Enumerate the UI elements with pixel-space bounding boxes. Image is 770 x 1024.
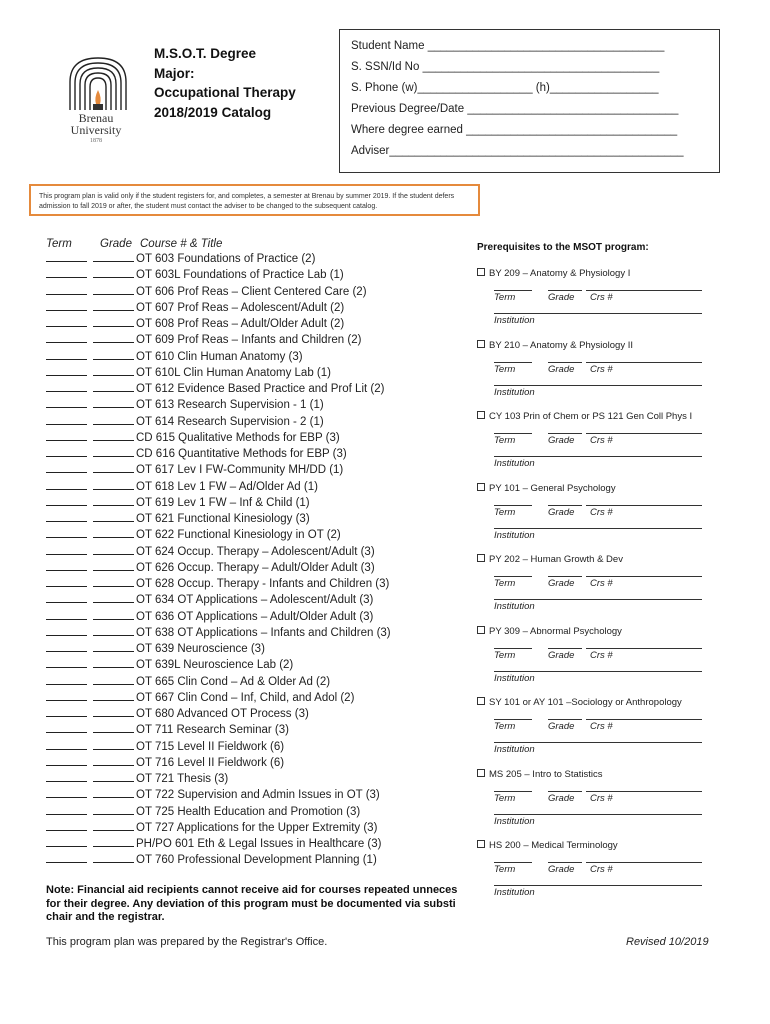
grade-blank[interactable] — [93, 854, 134, 863]
note-line-2: for their degree. Any deviation of this program must be documented via substi — [46, 897, 456, 910]
grade-label: Grade — [548, 435, 575, 446]
course-row — [46, 334, 361, 347]
course-title: OT 603L Foundations of Practice Lab (1) — [136, 269, 344, 282]
term-blank[interactable] — [46, 676, 87, 685]
checkbox[interactable] — [477, 483, 485, 491]
logo-name-line1: Brenau — [78, 111, 114, 125]
course-row — [46, 562, 375, 575]
course-title: OT 610 Clin Human Anatomy (3) — [136, 350, 303, 363]
term-label: Term — [494, 721, 516, 732]
title-line-2: Major: — [154, 65, 195, 81]
course-title: OT 624 Occup. Therapy – Adolescent/Adult (3) — [136, 545, 375, 558]
grade-label: Grade — [548, 363, 575, 375]
grade-blank[interactable] — [93, 741, 134, 750]
university-logo — [62, 52, 134, 152]
prereq-entry-fields — [494, 713, 704, 753]
grade-blank[interactable] — [93, 529, 134, 538]
course-row — [46, 838, 381, 851]
grade-column-header: Grade — [100, 238, 132, 250]
term-blank[interactable] — [46, 838, 87, 847]
course-row — [46, 611, 373, 624]
term-blank[interactable] — [46, 269, 87, 278]
grade-blank[interactable] — [93, 659, 134, 668]
term-line[interactable] — [494, 862, 532, 863]
prereq-course-label: CY 103 Prin of Chem or PS 121 Gen Coll Phys I — [489, 411, 693, 422]
course-row — [46, 692, 354, 705]
term-blank[interactable] — [46, 546, 87, 555]
prereq-entry-fields — [494, 356, 704, 396]
term-blank[interactable] — [46, 383, 87, 392]
course-row — [46, 286, 367, 299]
prereq-entry-fields — [494, 785, 704, 825]
term-blank[interactable] — [46, 708, 87, 717]
term-blank[interactable] — [46, 529, 87, 538]
institution-line[interactable] — [494, 814, 702, 815]
crs-line[interactable] — [586, 648, 702, 649]
course-title: OT 639L Neuroscience Lab (2) — [136, 659, 294, 672]
course-title: CD 616 Quantitative Methods for EBP (3) — [136, 448, 347, 460]
course-row — [46, 546, 375, 559]
course-row — [46, 416, 324, 429]
course-title: OT 722 Supervision and Admin Issues in OT (3) — [136, 789, 380, 802]
course-row — [46, 351, 303, 364]
grade-blank[interactable] — [93, 383, 134, 392]
checkbox[interactable] — [477, 626, 485, 634]
term-column-header: Term — [46, 238, 72, 250]
term-blank[interactable] — [46, 464, 87, 473]
crs-line[interactable] — [586, 433, 702, 434]
grade-blank[interactable] — [93, 562, 134, 571]
institution-line[interactable] — [494, 885, 702, 886]
course-row — [46, 302, 344, 315]
checkbox[interactable] — [477, 340, 485, 348]
course-row — [46, 448, 347, 461]
term-blank[interactable] — [46, 578, 87, 587]
course-title: OT 606 Prof Reas – Client Centered Care (2) — [136, 285, 367, 298]
prereq-course — [477, 268, 630, 279]
crs-label: Crs # — [590, 864, 613, 875]
institution-line[interactable] — [494, 456, 702, 457]
institution-label: Institution — [494, 601, 535, 612]
course-row — [46, 741, 284, 754]
institution-label: Institution — [494, 887, 535, 898]
term-line[interactable] — [494, 505, 532, 506]
institution-line[interactable] — [494, 313, 702, 314]
prereq-course — [477, 483, 616, 494]
crs-line[interactable] — [586, 719, 702, 720]
course-title: OT 619 Lev 1 FW – Inf & Child (1) — [136, 496, 310, 509]
course-title: OT 716 Level II Fieldwork (6) — [136, 756, 285, 769]
student-name-field[interactable]: Student Name _____________________________________ — [351, 40, 665, 52]
term-line[interactable] — [494, 290, 532, 291]
institution-label: Institution — [494, 386, 535, 398]
institution-line[interactable] — [494, 742, 702, 743]
crs-line[interactable] — [586, 576, 702, 577]
course-title: OT 639 Neuroscience (3) — [136, 643, 265, 655]
course-title: OT 617 Lev I FW-Community MH/DD (1) — [136, 464, 344, 477]
term-line[interactable] — [494, 433, 532, 434]
course-row — [46, 643, 265, 656]
term-blank[interactable] — [46, 253, 87, 262]
grade-line[interactable] — [548, 791, 582, 792]
course-title: CD 615 Qualitative Methods for EBP (3) — [136, 431, 340, 444]
crs-label: Crs # — [590, 506, 613, 518]
prereq-course-label: HS 200 – Medical Terminology — [489, 840, 618, 851]
course-row — [46, 806, 360, 819]
grade-blank[interactable] — [93, 806, 134, 815]
grade-blank[interactable] — [93, 302, 134, 311]
course-title: OT 715 Level II Fieldwork (6) — [136, 740, 285, 753]
prereq-course — [477, 697, 682, 708]
prereq-course-label: BY 210 – Anatomy & Physiology II — [489, 339, 633, 351]
term-blank[interactable] — [46, 448, 87, 457]
course-title: OT 622 Functional Kinesiology in OT (2) — [136, 529, 341, 542]
term-blank[interactable] — [46, 497, 87, 506]
grade-blank[interactable] — [93, 643, 134, 652]
course-row — [46, 513, 310, 526]
grade-line[interactable] — [548, 719, 582, 720]
course-title: OT 610L Clin Human Anatomy Lab (1) — [136, 366, 331, 379]
course-title: OT 603 Foundations of Practice (2) — [136, 253, 316, 265]
course-row — [46, 464, 343, 477]
course-row — [46, 383, 384, 396]
prereq-course — [477, 340, 633, 351]
term-label: Term — [494, 864, 516, 875]
title-line-1: M.S.O.T. Degree — [154, 46, 257, 61]
crs-label: Crs # — [590, 292, 613, 303]
grade-blank[interactable] — [93, 692, 134, 701]
term-blank[interactable] — [46, 611, 87, 620]
prereq-course-label: PY 309 – Abnormal Psychology — [489, 625, 622, 637]
grade-blank[interactable] — [93, 416, 134, 425]
course-title: OT 725 Health Education and Promotion (3) — [136, 805, 361, 818]
prereq-course-label: BY 209 – Anatomy & Physiology I — [489, 268, 631, 279]
institution-label: Institution — [494, 458, 535, 469]
grade-label: Grade — [548, 649, 575, 661]
grade-blank[interactable] — [93, 269, 134, 278]
crs-line[interactable] — [586, 862, 702, 863]
institution-line[interactable] — [494, 671, 702, 672]
checkbox[interactable] — [477, 268, 485, 276]
prereq-course-label: PY 202 – Human Growth & Dev — [489, 554, 623, 565]
institution-line[interactable] — [494, 528, 702, 529]
term-line[interactable] — [494, 791, 532, 792]
prereq-course — [477, 840, 618, 851]
term-blank[interactable] — [46, 367, 87, 376]
course-row — [46, 269, 344, 282]
grade-blank[interactable] — [93, 708, 134, 717]
term-blank[interactable] — [46, 643, 87, 652]
checkbox[interactable] — [477, 769, 485, 777]
term-blank[interactable] — [46, 854, 87, 863]
grade-blank[interactable] — [93, 497, 134, 506]
logo-name-line2: University — [70, 123, 122, 137]
prereq-course-label: SY 101 or AY 101 –Sociology or Anthropology — [489, 697, 682, 708]
term-blank[interactable] — [46, 741, 87, 750]
course-title: OT 721 Thesis (3) — [136, 773, 229, 785]
grade-label: Grade — [548, 292, 575, 303]
previous-degree-field[interactable]: Previous Degree/Date _________________________________ — [351, 103, 679, 115]
term-blank[interactable] — [46, 318, 87, 327]
grade-blank[interactable] — [93, 286, 134, 295]
grade-blank[interactable] — [93, 367, 134, 376]
term-line[interactable] — [494, 648, 532, 649]
grade-blank[interactable] — [93, 627, 134, 636]
prerequisites-title: Prerequisites to the MSOT program: — [477, 242, 649, 253]
grade-blank[interactable] — [93, 676, 134, 685]
grade-line[interactable] — [548, 290, 582, 291]
crs-line[interactable] — [586, 362, 702, 363]
course-row — [46, 529, 341, 542]
term-label: Term — [494, 792, 516, 804]
institution-label: Institution — [494, 672, 535, 684]
course-row — [46, 253, 315, 266]
term-label: Term — [494, 363, 516, 375]
document-title — [154, 44, 296, 122]
term-blank[interactable] — [46, 351, 87, 360]
logo-year: 1878 — [90, 138, 102, 144]
prereq-course — [477, 769, 603, 780]
grade-blank[interactable] — [93, 546, 134, 555]
term-blank[interactable] — [46, 432, 87, 441]
prereq-course — [477, 411, 692, 422]
crs-label: Crs # — [590, 435, 613, 446]
crs-line[interactable] — [586, 791, 702, 792]
checkbox[interactable] — [477, 411, 485, 419]
term-blank[interactable] — [46, 757, 87, 766]
term-blank[interactable] — [46, 692, 87, 701]
prereq-course — [477, 626, 622, 637]
course-list-header — [46, 238, 222, 250]
term-blank[interactable] — [46, 594, 87, 603]
prereq-entry-fields — [494, 427, 704, 467]
grade-blank[interactable] — [93, 822, 134, 831]
grade-label: Grade — [548, 721, 575, 732]
note-line-1: Note: Financial aid recipients cannot receive aid for courses repeated unneces — [46, 884, 458, 896]
grade-line[interactable] — [548, 862, 582, 863]
course-title: OT 618 Lev 1 FW – Ad/Older Ad (1) — [136, 480, 318, 493]
financial-aid-note — [46, 884, 468, 925]
grade-blank[interactable] — [93, 594, 134, 603]
checkbox[interactable] — [477, 840, 485, 848]
term-blank[interactable] — [46, 481, 87, 490]
student-phone-field[interactable]: S. Phone (w)__________________ (h)_________________ — [351, 82, 659, 94]
term-blank[interactable] — [46, 822, 87, 831]
crs-label: Crs # — [590, 721, 613, 732]
course-row — [46, 789, 380, 802]
institution-label: Institution — [494, 315, 535, 326]
course-title: OT 711 Research Seminar (3) — [136, 724, 289, 737]
grade-label: Grade — [548, 578, 575, 589]
course-row — [46, 432, 340, 445]
grade-blank[interactable] — [93, 253, 134, 262]
course-column-header: Course # & Title — [140, 238, 223, 250]
course-title: PH/PO 601 Eth & Legal Issues in Healthcare (3) — [136, 838, 382, 850]
crs-line[interactable] — [586, 505, 702, 506]
checkbox[interactable] — [477, 554, 485, 562]
course-title: OT 665 Clin Cond – Ad & Older Ad (2) — [136, 675, 331, 688]
course-row — [46, 773, 228, 786]
course-row — [46, 627, 391, 640]
grade-label: Grade — [548, 864, 575, 875]
crs-label: Crs # — [590, 792, 613, 804]
term-blank[interactable] — [46, 334, 87, 343]
course-title: OT 613 Research Supervision - 1 (1) — [136, 399, 324, 412]
term-blank[interactable] — [46, 806, 87, 815]
institution-label: Institution — [494, 529, 535, 541]
course-row — [46, 724, 289, 737]
course-title: OT 608 Prof Reas – Adult/Older Adult (2) — [136, 318, 345, 330]
term-blank[interactable] — [46, 789, 87, 798]
grade-blank[interactable] — [93, 611, 134, 620]
crs-line[interactable] — [586, 290, 702, 291]
grade-blank[interactable] — [93, 318, 134, 327]
course-title: OT 612 Evidence Based Practice and Prof Lit (2) — [136, 383, 385, 395]
grade-blank[interactable] — [93, 838, 134, 847]
adviser-field[interactable]: Adviser______________________________________________ — [351, 145, 684, 157]
institution-line[interactable] — [494, 385, 702, 386]
course-title: OT 614 Research Supervision - 2 (1) — [136, 415, 324, 428]
term-blank[interactable] — [46, 562, 87, 571]
term-line[interactable] — [494, 719, 532, 720]
prereq-entry-fields — [494, 284, 704, 324]
course-row — [46, 318, 344, 331]
course-title: OT 680 Advanced OT Process (3) — [136, 708, 309, 720]
term-label: Term — [494, 292, 516, 303]
course-row — [46, 822, 377, 835]
validity-notice: This program plan is valid only if the student registers for, and completes, a semester at Brenau by summer 2019. If the student defers admission to fall 2019 or after, the student must contact the adviser to be changed to the subsequent catalog. — [29, 184, 480, 216]
prepared-by-text: This program plan was prepared by the Registrar's Office. — [46, 936, 328, 948]
course-row — [46, 757, 284, 770]
grade-line[interactable] — [548, 648, 582, 649]
term-label: Term — [494, 578, 516, 589]
term-blank[interactable] — [46, 416, 87, 425]
course-row — [46, 481, 318, 494]
prereq-entry-fields — [494, 642, 704, 682]
course-row — [46, 659, 293, 672]
grade-blank[interactable] — [93, 448, 134, 457]
prereq-course-label: MS 205 – Intro to Statistics — [489, 768, 603, 780]
grade-blank[interactable] — [93, 399, 134, 408]
term-blank[interactable] — [46, 302, 87, 311]
course-title: OT 760 Professional Development Planning (1) — [136, 854, 377, 867]
grade-blank[interactable] — [93, 432, 134, 441]
prereq-entry-fields — [494, 499, 704, 539]
student-info-box — [339, 29, 720, 173]
course-row — [46, 708, 309, 721]
grade-blank[interactable] — [93, 578, 134, 587]
course-title: OT 621 Functional Kinesiology (3) — [136, 513, 310, 525]
course-row — [46, 497, 310, 510]
degree-earned-field[interactable]: Where degree earned _________________________________ — [351, 124, 678, 136]
grade-blank[interactable] — [93, 757, 134, 766]
course-title: OT 638 OT Applications – Infants and Children (3) — [136, 626, 391, 639]
term-blank[interactable] — [46, 659, 87, 668]
grade-line[interactable] — [548, 362, 582, 363]
prereq-course — [477, 554, 623, 565]
term-blank[interactable] — [46, 773, 87, 782]
grade-blank[interactable] — [93, 724, 134, 733]
prereq-course-label: PY 101 – General Psychology — [489, 482, 616, 494]
crs-label: Crs # — [590, 363, 613, 375]
course-title: OT 607 Prof Reas – Adolescent/Adult (2) — [136, 301, 345, 314]
revised-date: Revised 10/2019 — [626, 936, 709, 948]
crs-label: Crs # — [590, 578, 613, 589]
grade-blank[interactable] — [93, 513, 134, 522]
course-row — [46, 367, 331, 380]
term-blank[interactable] — [46, 399, 87, 408]
term-label: Term — [494, 506, 516, 518]
course-row — [46, 399, 324, 412]
course-row — [46, 578, 389, 591]
grade-line[interactable] — [548, 576, 582, 577]
grade-blank[interactable] — [93, 481, 134, 490]
grade-label: Grade — [548, 506, 575, 518]
course-title: OT 636 OT Applications – Adult/Older Adult (3) — [136, 610, 374, 623]
crs-label: Crs # — [590, 649, 613, 661]
prereq-entry-fields — [494, 570, 704, 610]
term-label: Term — [494, 435, 516, 446]
term-blank[interactable] — [46, 627, 87, 636]
grade-line[interactable] — [548, 505, 582, 506]
grade-blank[interactable] — [93, 334, 134, 343]
note-line-3: chair and the registrar. — [46, 911, 165, 923]
grade-blank[interactable] — [93, 773, 134, 782]
title-line-4: 2018/2019 Catalog — [154, 104, 272, 120]
grade-blank[interactable] — [93, 351, 134, 360]
course-title: OT 626 Occup. Therapy – Adult/Older Adult (3) — [136, 561, 375, 574]
course-title: OT 667 Clin Cond – Inf, Child, and Adol (2) — [136, 691, 355, 704]
title-line-3: Occupational Therapy — [154, 85, 296, 100]
grade-blank[interactable] — [93, 789, 134, 798]
institution-label: Institution — [494, 744, 535, 755]
checkbox[interactable] — [477, 697, 485, 705]
course-row — [46, 676, 330, 689]
course-title: OT 628 Occup. Therapy - Infants and Children (3) — [136, 578, 390, 590]
term-blank[interactable] — [46, 724, 87, 733]
term-line[interactable] — [494, 576, 532, 577]
institution-line[interactable] — [494, 599, 702, 600]
term-label: Term — [494, 649, 516, 661]
term-blank[interactable] — [46, 513, 87, 522]
course-row — [46, 854, 377, 867]
course-title: OT 727 Applications for the Upper Extremity (3) — [136, 821, 378, 834]
grade-line[interactable] — [548, 433, 582, 434]
course-title: OT 609 Prof Reas – Infants and Children (2) — [136, 334, 362, 347]
course-title: OT 634 OT Applications – Adolescent/Adult (3) — [136, 594, 374, 607]
grade-label: Grade — [548, 792, 575, 804]
term-line[interactable] — [494, 362, 532, 363]
course-row — [46, 594, 373, 607]
grade-blank[interactable] — [93, 464, 134, 473]
term-blank[interactable] — [46, 286, 87, 295]
student-id-field[interactable]: S. SSN/Id No _____________________________________ — [351, 61, 660, 73]
institution-label: Institution — [494, 815, 535, 827]
prereq-entry-fields — [494, 856, 704, 896]
